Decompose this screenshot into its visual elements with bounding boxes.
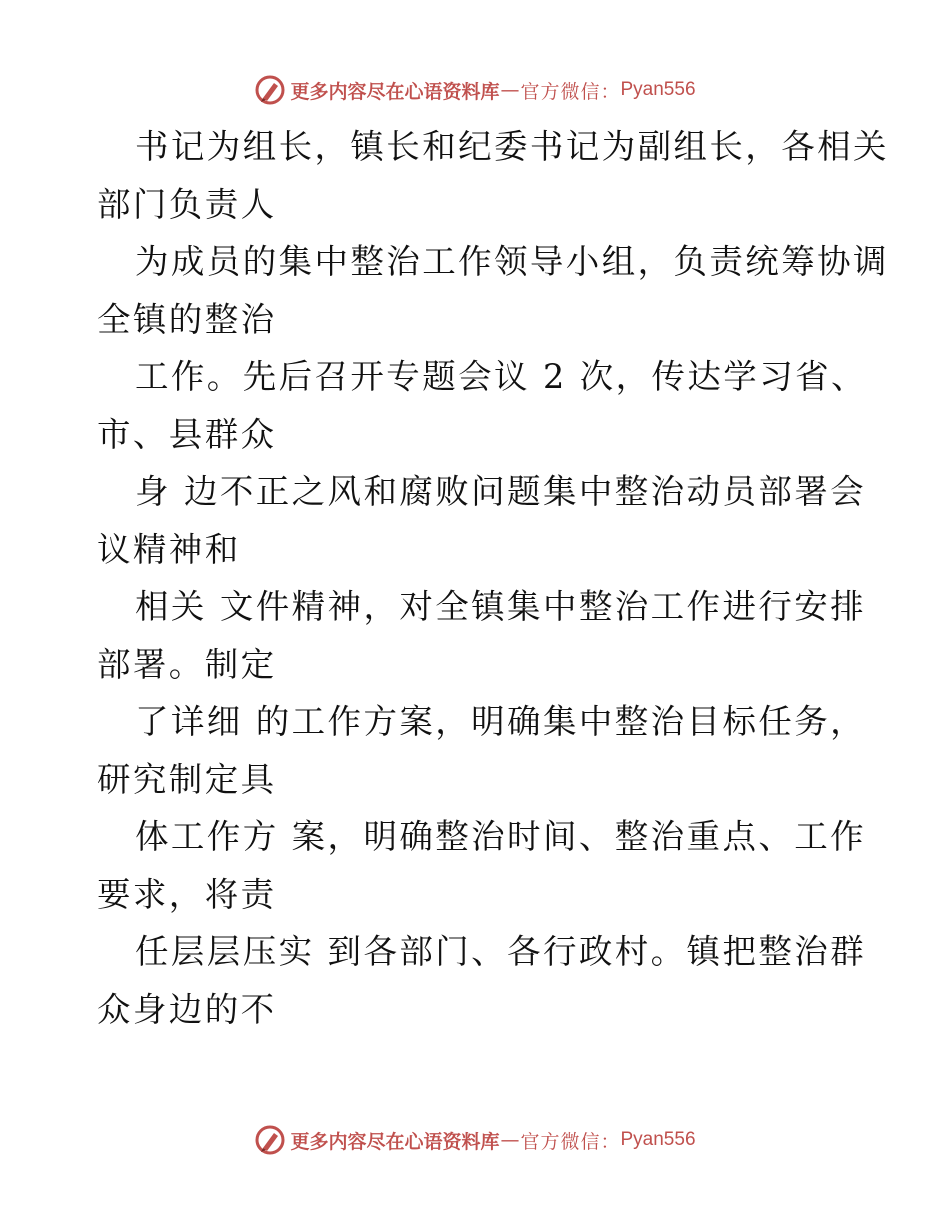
paragraph-line: 部门负责人 (97, 184, 277, 224)
watermark-header (0, 74, 950, 106)
paragraph-line: 部署。制定 (97, 644, 277, 684)
watermark-wechat-label: 官方微信： (520, 1130, 621, 1153)
watermark-wechat-id: Pyan556 (620, 79, 696, 100)
paragraph-line: 身 边不正之风和腐败问题集中整治动员部署会 (135, 472, 867, 511)
paragraph (97, 693, 867, 808)
paragraph-line: 全镇的整治 (97, 299, 277, 339)
paragraph-line: 书记为组长，镇长和纪委书记为副组长，各相关 (135, 127, 889, 166)
paragraph-line: 要求，将责 (97, 874, 277, 914)
paragraph (97, 118, 889, 233)
paragraph-line: 了详细 的工作方案，明确集中整治目标任务， (135, 702, 867, 741)
watermark-wechat-id: Pyan556 (620, 1129, 696, 1150)
watermark-main-text: 更多内容尽在心语资料库 (290, 1130, 500, 1153)
paragraph-line: 议精神和 (97, 529, 241, 569)
document-body (97, 118, 889, 1038)
paragraph (97, 233, 889, 348)
watermark-dash: — (500, 1129, 520, 1151)
paragraph-line: 任层层压实 到各部门、各行政村。镇把整治群 (135, 932, 867, 971)
paragraph-line: 工作。先后召开专题会议 2 次，传达学习省、 (135, 357, 867, 396)
watermark-wechat-label: 官方微信： (520, 80, 621, 103)
paragraph-line: 体工作方 案，明确整治时间、整治重点、工作 (135, 817, 867, 856)
paragraph-line: 研究制定具 (97, 759, 277, 799)
paragraph-line: 相关 文件精神，对全镇集中整治工作进行安排 (135, 587, 867, 626)
paragraph (97, 463, 867, 578)
paragraph (97, 578, 867, 693)
paragraph (97, 808, 867, 923)
paragraph-line: 众身边的不 (97, 989, 277, 1029)
paragraph-line: 为成员的集中整治工作领导小组，负责统筹协调 (135, 242, 889, 281)
watermark-dash: — (500, 79, 520, 101)
paragraph (97, 348, 867, 463)
pen-logo-icon (254, 74, 286, 106)
watermark-main-text: 更多内容尽在心语资料库 (290, 80, 500, 103)
pen-logo-icon (254, 1124, 286, 1156)
paragraph-line: 市、县群众 (97, 414, 277, 454)
paragraph (97, 923, 867, 1038)
watermark-footer (0, 1124, 950, 1156)
